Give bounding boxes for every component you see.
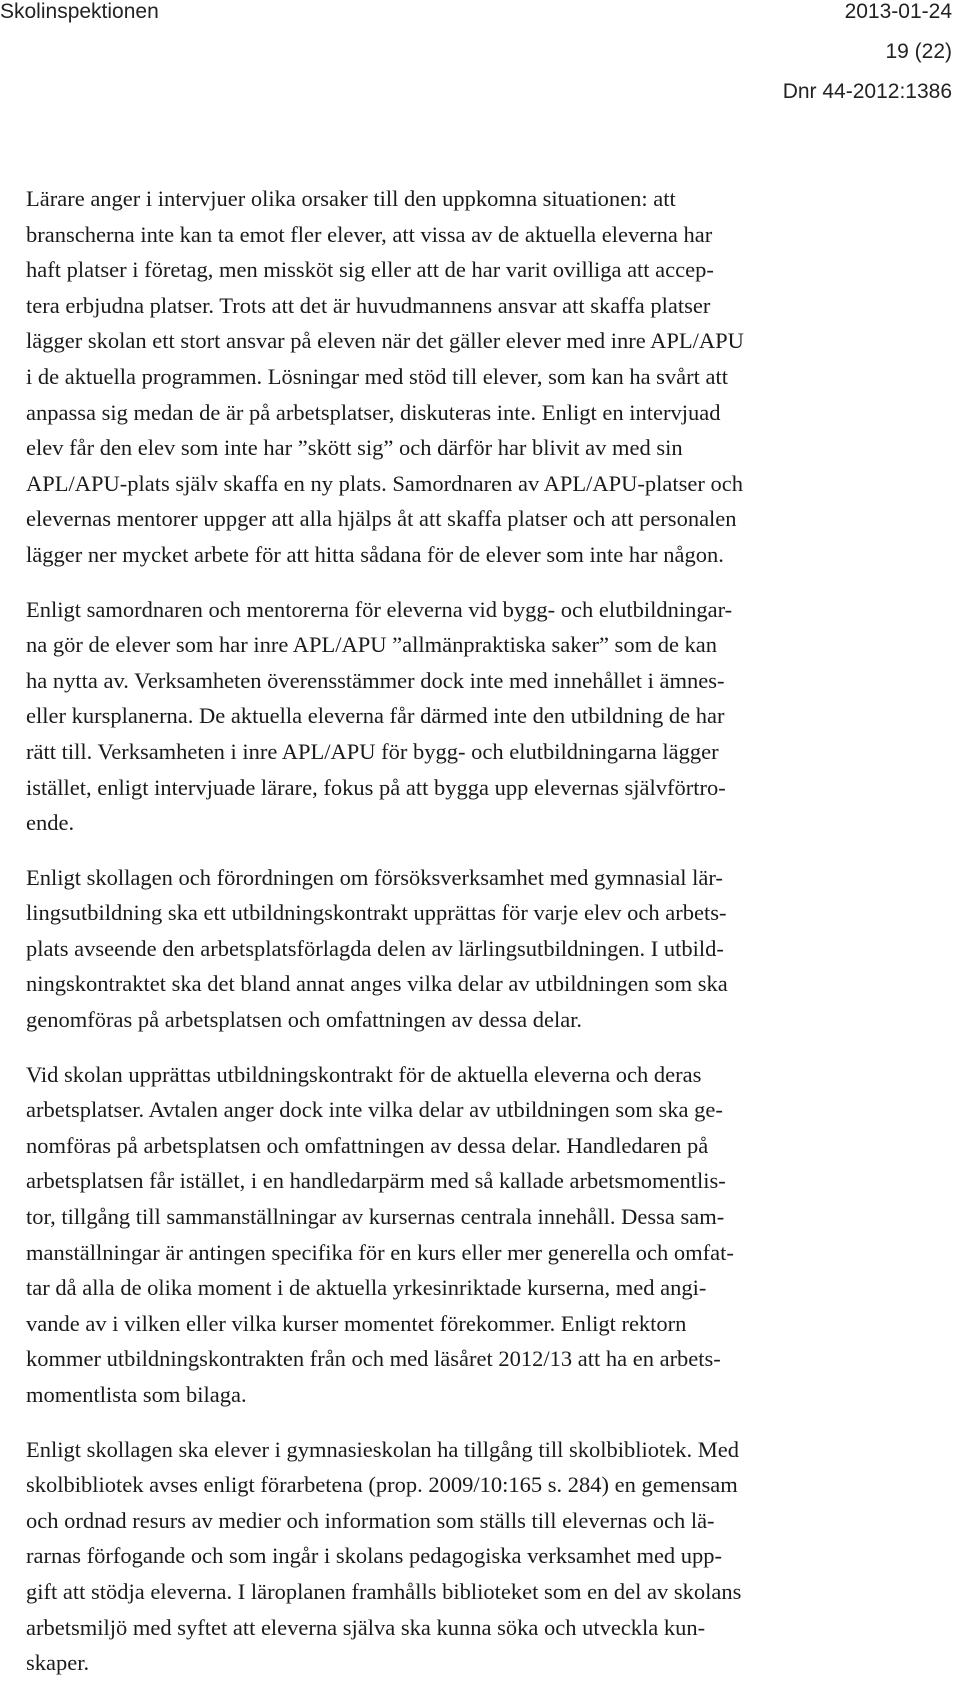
text-line: istället, enligt intervjuade lärare, fokus på att bygga upp elevernas självförtro- xyxy=(26,774,726,800)
text-line: branscherna inte kan ta emot fler elever, att vissa av de aktuella eleverna har xyxy=(26,221,713,247)
text-line: tera erbjudna platser. Trots att det är huvudmannens ansvar att skaffa platser xyxy=(26,292,711,318)
text-line: skolbibliotek avses enligt förarbetena (prop. 2009/10:165 s. 284) en gemensam xyxy=(26,1472,738,1498)
paragraph-4 xyxy=(26,1057,954,1413)
text-line: gift att stödja eleverna. I läroplanen framhålls biblioteket som en del av skolans xyxy=(26,1578,742,1604)
text-line: APL/APU-plats själv skaffa en ny plats. Samordnaren av APL/APU-platser och xyxy=(26,470,743,496)
text-line: na gör de elever som har inre APL/APU ”allmänpraktiska saker” som de kan xyxy=(26,632,718,658)
text-line: rarnas förfogande och som ingår i skolans pedagogiska verksamhet med upp- xyxy=(26,1543,723,1569)
header-organization: Skolinspektionen xyxy=(0,0,159,23)
paragraph-1 xyxy=(26,181,954,573)
text-line: i de aktuella programmen. Lösningar med stöd till elever, som kan ha svårt att xyxy=(26,363,729,389)
text-line: vande av i vilken eller vilka kurser momentet förekommer. Enligt rektorn xyxy=(26,1310,687,1336)
text-line: kommer utbildningskontrakten från och med läsåret 2012/13 att ha en arbets- xyxy=(26,1346,721,1372)
text-line: plats avseende den arbetsplatsförlagda delen av lärlingsutbildningen. I utbild- xyxy=(26,935,724,961)
text-line: rätt till. Verksamheten i inre APL/APU för bygg- och elutbildningarna lägger xyxy=(26,738,719,764)
paragraph-2 xyxy=(26,592,954,841)
document-body xyxy=(26,181,954,1681)
text-line: elev får den elev som inte har ”skött sig” och därför har blivit av med sin xyxy=(26,435,683,461)
text-line: Vid skolan upprättas utbildningskontrakt för de aktuella eleverna och deras xyxy=(26,1061,702,1087)
paragraph-5 xyxy=(26,1432,954,1681)
text-line: tar då alla de olika moment i de aktuella yrkesinriktade kurserna, med angi- xyxy=(26,1275,707,1301)
text-line: och ordnad resurs av medier och information som ställs till elevernas och lä- xyxy=(26,1507,715,1533)
paragraph-3 xyxy=(26,860,954,1038)
text-line: lägger skolan ett stort ansvar på eleven när det gäller elever med inre APL/APU xyxy=(26,328,744,354)
text-line: ende. xyxy=(26,810,75,836)
text-line: Lärare anger i intervjuer olika orsaker till den uppkomna situationen: att xyxy=(26,186,676,211)
text-line: elevernas mentorer uppger att alla hjälps åt att skaffa platser och att personalen xyxy=(26,506,737,532)
text-line: ha nytta av. Verksamheten överensstämmer dock inte med innehållet i ämnes- xyxy=(26,667,725,693)
text-line: Enligt skollagen ska elever i gymnasieskolan ha tillgång till skolbibliotek. Med xyxy=(26,1436,740,1462)
text-line: Enligt skollagen och förordningen om försöksverksamhet med gymnasial lär- xyxy=(26,864,723,890)
text-line: arbetsmiljö med syftet att eleverna själva ska kunna söka och utveckla kun- xyxy=(26,1614,706,1640)
text-line: lingsutbildning ska ett utbildningskontrakt upprättas för varje elev och arbets- xyxy=(26,900,727,926)
page-number: 19 (22) xyxy=(885,40,952,63)
text-line: tor, tillgång till sammanställningar av kursernas centrala innehåll. Dessa sam- xyxy=(26,1204,725,1230)
text-line: anpassa sig medan de är på arbetsplatser, diskuteras inte. Enligt en intervjuad xyxy=(26,399,721,425)
text-line: arbetsplatsen får istället, i en handledarpärm med så kallade arbetsmomentlis- xyxy=(26,1168,726,1194)
text-line: manställningar är antingen specifika för en kurs eller mer generella och omfat- xyxy=(26,1239,734,1265)
text-line: momentlista som bilaga. xyxy=(26,1382,247,1407)
text-line: skaper. xyxy=(26,1650,90,1676)
text-line: ningskontraktet ska det bland annat anges vilka delar av utbildningen som ska xyxy=(26,971,728,997)
document-reference-number: Dnr 44-2012:1386 xyxy=(782,80,952,103)
text-line: arbetsplatser. Avtalen anger dock inte vilka delar av utbildningen som ska ge- xyxy=(26,1097,723,1123)
header-date: 2013-01-24 xyxy=(844,0,952,23)
text-line: genomföras på arbetsplatsen och omfattningen av dessa delar. xyxy=(26,1007,583,1033)
text-line: Enligt samordnaren och mentorerna för eleverna vid bygg- och elutbildningar- xyxy=(26,596,733,622)
text-line: lägger ner mycket arbete för att hitta sådana för de elever som inte har någon. xyxy=(26,541,724,567)
text-line: nomföras på arbetsplatsen och omfattningen av dessa delar. Handledaren på xyxy=(26,1132,709,1158)
text-line: haft platser i företag, men missköt sig eller att de har varit ovilliga att accep- xyxy=(26,257,714,283)
text-line: eller kursplanerna. De aktuella eleverna får därmed inte den utbildning de har xyxy=(26,703,725,729)
